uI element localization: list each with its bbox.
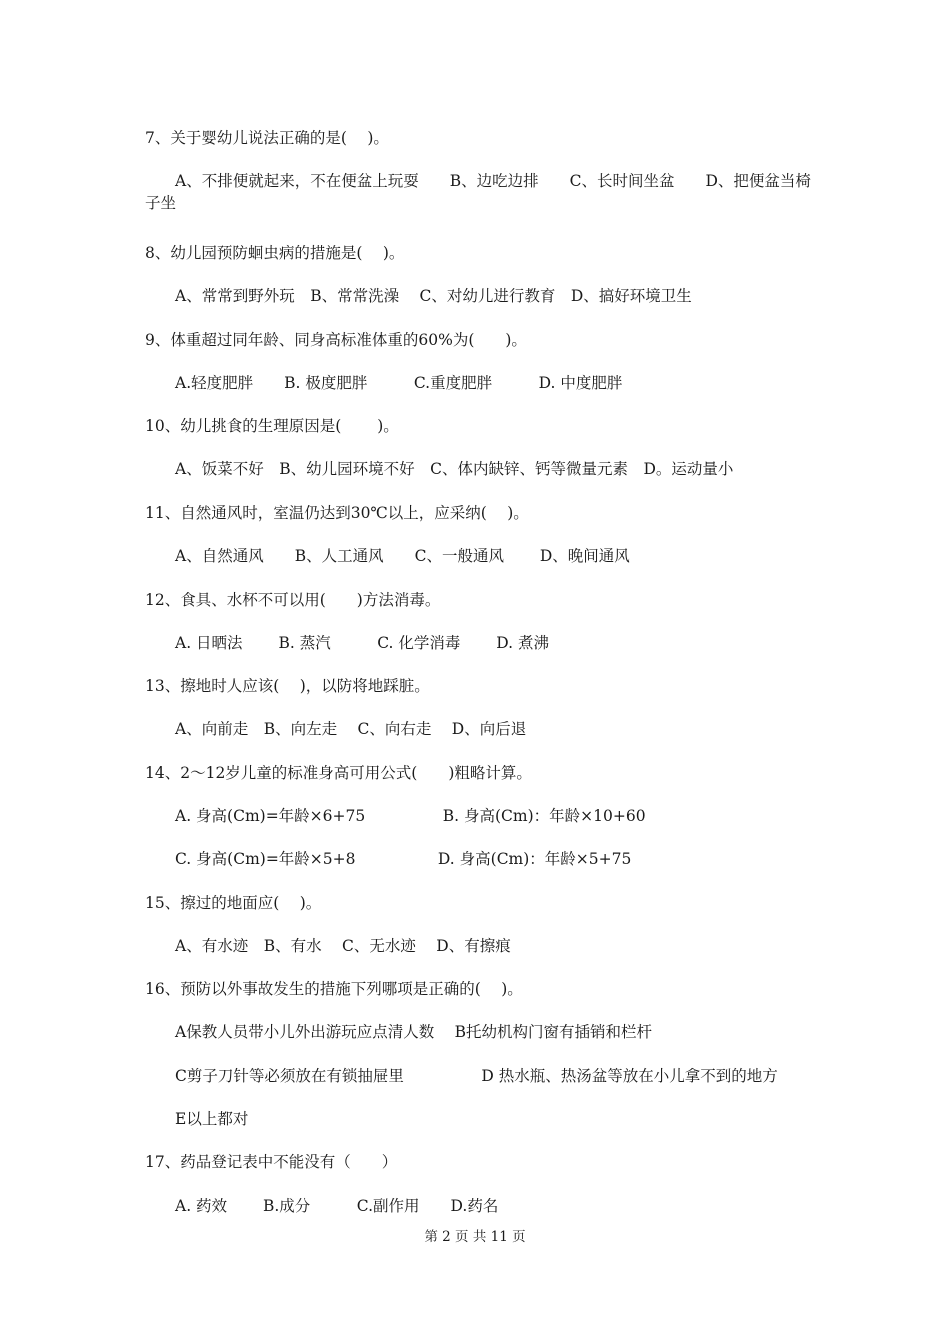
option-line-continued: 椅子坐	[145, 172, 811, 212]
option-line: E以上都对	[175, 1110, 249, 1128]
option-line: A、不排便就起来，不在便盆上玩耍 B、边吃边排 C、长时间坐盆 D、把便盆当	[175, 172, 796, 190]
question-text: 13、擦地时人应该( )，以防将地踩脏。	[145, 677, 430, 695]
question-text: 17、药品登记表中不能没有（ ）	[145, 1153, 398, 1171]
option-line: A. 药效 B.成分 C.副作用 D.药名	[175, 1197, 499, 1215]
option-line: A、常常到野外玩 B、常常洗澡 C、对幼儿进行教育 D、搞好环境卫生	[175, 287, 692, 305]
option-line: A、饭菜不好 B、幼儿园环境不好 C、体内缺锌、钙等微量元素 D。运动量小	[175, 460, 734, 478]
option-line: A. 身高(Cm)=年龄×6+75 B. 身高(Cm)：年龄×10+60	[175, 807, 646, 825]
question-text: 15、擦过的地面应( )。	[145, 894, 322, 912]
option-line: A. 日晒法 B. 蒸汽 C. 化学消毒 D. 煮沸	[175, 634, 550, 652]
question-text: 14、2～12岁儿童的标准身高可用公式( )粗略计算。	[145, 764, 532, 782]
question-text: 7、关于婴幼儿说法正确的是( )。	[145, 129, 389, 147]
question-options	[145, 170, 825, 214]
question-text: 11、自然通风时，室温仍达到30℃以上，应采纳( )。	[145, 504, 529, 522]
option-line: A、有水迹 B、有水 C、无水迹 D、有擦痕	[175, 937, 511, 955]
question-text: 10、幼儿挑食的生理原因是( )。	[145, 417, 399, 435]
option-line: A、向前走 B、向左走 C、向右走 D、向后退	[175, 720, 527, 738]
question-text: 8、幼儿园预防蛔虫病的措施是( )。	[145, 244, 405, 262]
option-line: A、自然通风 B、人工通风 C、一般通风 D、晚间通风	[175, 547, 630, 565]
question-text: 9、体重超过同年龄、同身高标准体重的60%为( )。	[145, 331, 527, 349]
option-line: C剪子刀针等必须放在有锁抽屉里 D 热水瓶、热汤盆等放在小儿拿不到的地方	[175, 1067, 778, 1085]
option-line: C. 身高(Cm)=年龄×5+8 D. 身高(Cm)：年龄×5+75	[175, 850, 632, 868]
option-line: A.轻度肥胖 B. 极度肥胖 C.重度肥胖 D. 中度肥胖	[175, 374, 623, 392]
page-footer: 第 2 页 共 11 页	[424, 1229, 526, 1245]
option-line: A保教人员带小儿外出游玩应点清人数 B托幼机构门窗有插销和栏杆	[175, 1023, 653, 1041]
question-text: 16、预防以外事故发生的措施下列哪项是正确的( )。	[145, 980, 523, 998]
question-text: 12、食具、水杯不可以用( )方法消毒。	[145, 591, 441, 609]
